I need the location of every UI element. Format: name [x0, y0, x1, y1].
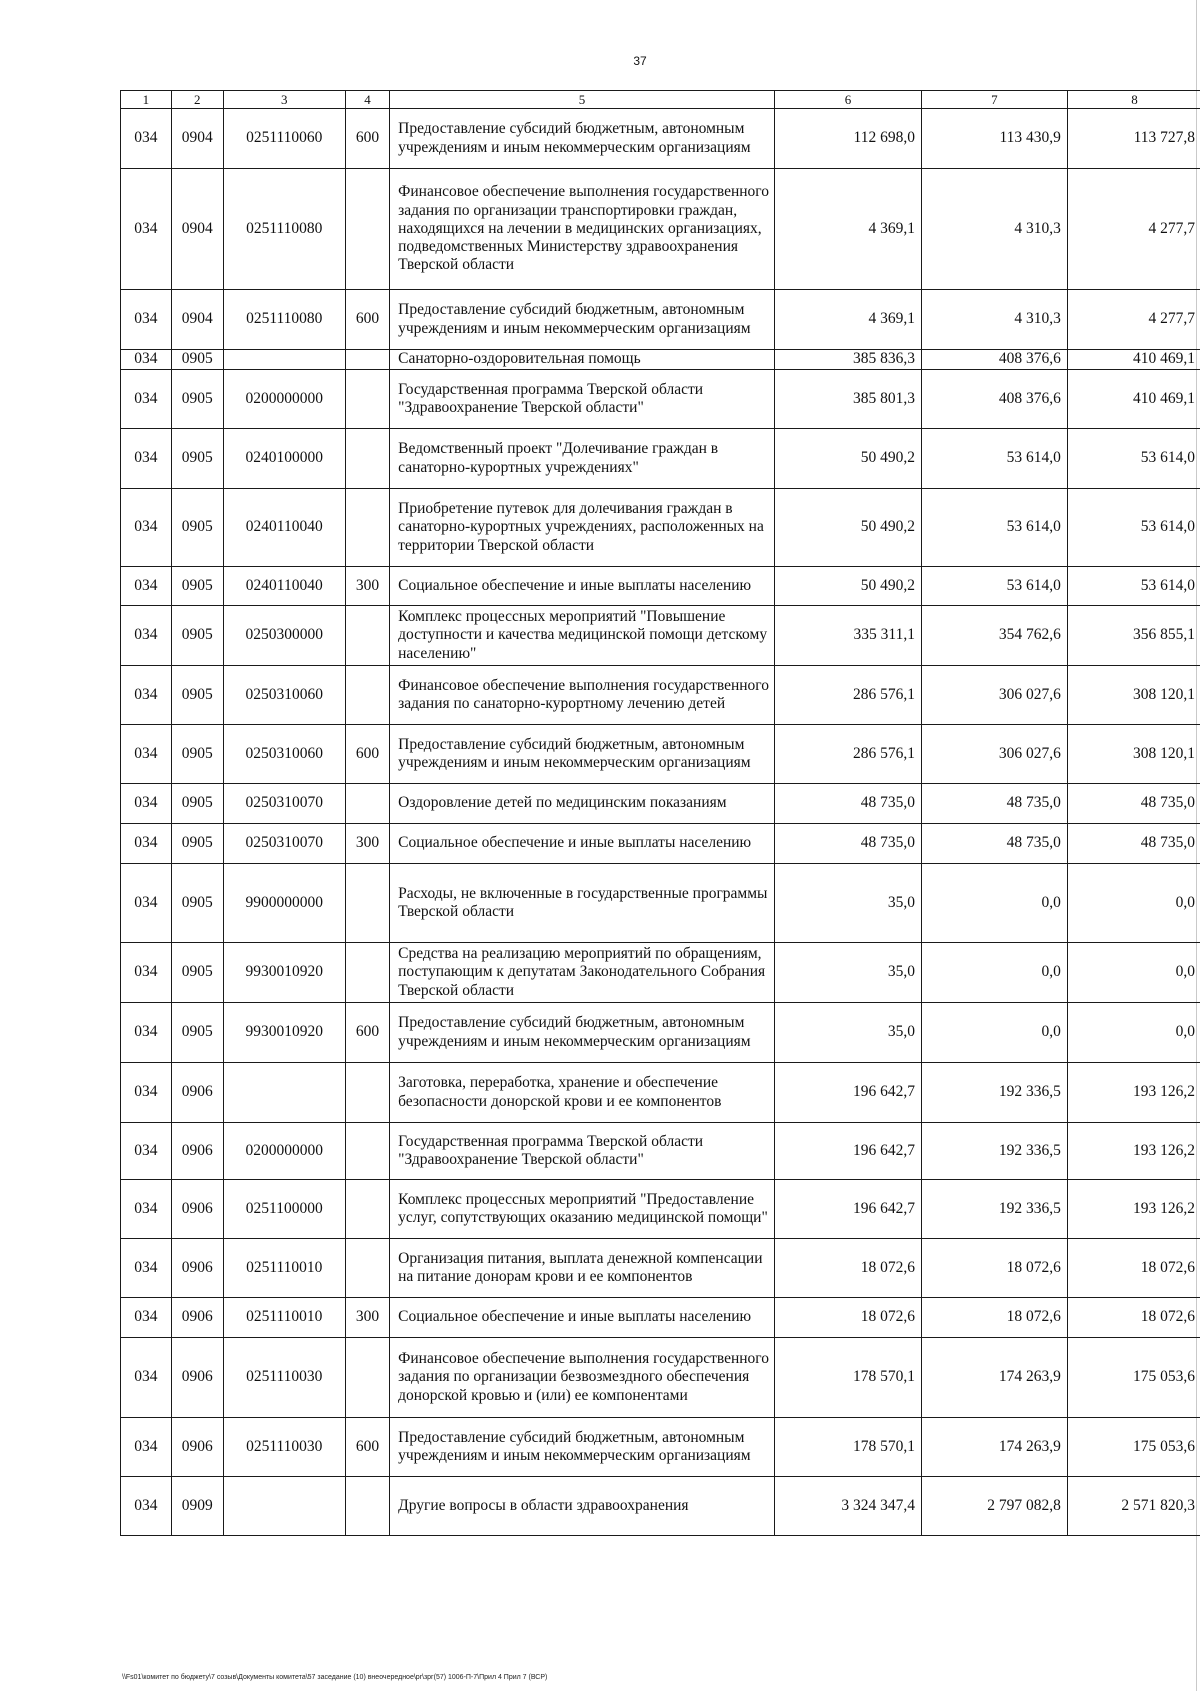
budget-admin-code: 034 — [121, 1123, 172, 1180]
amount-year-3: 48 735,0 — [1067, 784, 1200, 824]
expense-type-code — [345, 1063, 389, 1123]
section-code: 0905 — [171, 370, 223, 429]
section-code: 0906 — [171, 1338, 223, 1418]
item-name: Организация питания, выплата денежной компенсации на питание донорам крови и ее компонентов — [390, 1239, 775, 1298]
target-article-code — [223, 1477, 345, 1536]
amount-year-2: 174 263,9 — [921, 1418, 1067, 1477]
item-name: Предоставление субсидий бюджетным, автономным учреждениям и иным некоммерческим организациям — [390, 290, 775, 350]
budget-admin-code: 034 — [121, 1418, 172, 1477]
target-article-code: 0251110030 — [223, 1338, 345, 1418]
expense-type-code — [345, 489, 389, 567]
column-header: 8 — [1067, 91, 1200, 109]
expense-type-code — [345, 943, 389, 1003]
amount-year-2: 4 310,3 — [921, 169, 1067, 290]
section-code: 0905 — [171, 350, 223, 370]
expense-type-code — [345, 864, 389, 943]
item-name: Предоставление субсидий бюджетным, автономным учреждениям и иным некоммерческим организациям — [390, 1003, 775, 1063]
item-name: Другие вопросы в области здравоохранения — [390, 1477, 775, 1536]
target-article-code: 0250310070 — [223, 824, 345, 864]
budget-admin-code: 034 — [121, 1063, 172, 1123]
budget-admin-code: 034 — [121, 1298, 172, 1338]
amount-year-3: 18 072,6 — [1067, 1298, 1200, 1338]
expense-type-code: 300 — [345, 567, 389, 606]
table-row — [121, 1123, 1200, 1180]
amount-year-3: 356 855,1 — [1067, 606, 1200, 666]
budget-admin-code: 034 — [121, 370, 172, 429]
amount-year-3: 53 614,0 — [1067, 429, 1200, 489]
column-header: 6 — [774, 91, 921, 109]
target-article-code: 0251110010 — [223, 1239, 345, 1298]
item-name: Приобретение путевок для долечивания граждан в санаторно-курортных учреждениях, расположенных на территории Тверской области — [390, 489, 775, 567]
amount-year-1: 286 576,1 — [774, 725, 921, 784]
column-header: 7 — [921, 91, 1067, 109]
amount-year-3: 410 469,1 — [1067, 370, 1200, 429]
amount-year-1: 18 072,6 — [774, 1298, 921, 1338]
amount-year-1: 35,0 — [774, 1003, 921, 1063]
amount-year-3: 4 277,7 — [1067, 290, 1200, 350]
column-header: 4 — [345, 91, 389, 109]
amount-year-2: 53 614,0 — [921, 489, 1067, 567]
table-row — [121, 567, 1200, 606]
item-name: Комплекс процессных мероприятий "Повышение доступности и качества медицинской помощи детскому населению" — [390, 606, 775, 666]
amount-year-1: 286 576,1 — [774, 666, 921, 725]
amount-year-1: 196 642,7 — [774, 1123, 921, 1180]
item-name: Социальное обеспечение и иные выплаты населению — [390, 824, 775, 864]
table-row — [121, 370, 1200, 429]
table-row — [121, 824, 1200, 864]
table-row — [121, 1298, 1200, 1338]
amount-year-2: 0,0 — [921, 943, 1067, 1003]
item-name: Санаторно-оздоровительная помощь — [390, 350, 775, 370]
amount-year-2: 192 336,5 — [921, 1123, 1067, 1180]
amount-year-3: 0,0 — [1067, 864, 1200, 943]
amount-year-1: 48 735,0 — [774, 784, 921, 824]
target-article-code: 0250310060 — [223, 725, 345, 784]
amount-year-3: 113 727,8 — [1067, 109, 1200, 169]
section-code: 0904 — [171, 109, 223, 169]
target-article-code — [223, 350, 345, 370]
table-row — [121, 429, 1200, 489]
amount-year-2: 192 336,5 — [921, 1063, 1067, 1123]
target-article-code: 0251110080 — [223, 169, 345, 290]
section-code: 0905 — [171, 824, 223, 864]
amount-year-1: 196 642,7 — [774, 1063, 921, 1123]
expense-type-code: 600 — [345, 109, 389, 169]
amount-year-3: 193 126,2 — [1067, 1063, 1200, 1123]
item-name: Предоставление субсидий бюджетным, автономным учреждениям и иным некоммерческим организациям — [390, 1418, 775, 1477]
table-row — [121, 169, 1200, 290]
amount-year-1: 385 836,3 — [774, 350, 921, 370]
amount-year-3: 175 053,6 — [1067, 1338, 1200, 1418]
section-code: 0905 — [171, 489, 223, 567]
target-article-code: 0250310070 — [223, 784, 345, 824]
amount-year-2: 113 430,9 — [921, 109, 1067, 169]
budget-admin-code: 034 — [121, 606, 172, 666]
budget-admin-code: 034 — [121, 824, 172, 864]
budget-table — [120, 90, 1200, 1536]
expense-type-code — [345, 169, 389, 290]
section-code: 0906 — [171, 1418, 223, 1477]
table-row — [121, 1338, 1200, 1418]
table-body — [121, 109, 1200, 1536]
amount-year-1: 4 369,1 — [774, 169, 921, 290]
budget-admin-code: 034 — [121, 784, 172, 824]
section-code: 0906 — [171, 1298, 223, 1338]
expense-type-code: 300 — [345, 1298, 389, 1338]
table-row — [121, 350, 1200, 370]
target-article-code: 0251110060 — [223, 109, 345, 169]
section-code: 0906 — [171, 1063, 223, 1123]
section-code: 0904 — [171, 169, 223, 290]
amount-year-3: 308 120,1 — [1067, 666, 1200, 725]
target-article-code: 0240100000 — [223, 429, 345, 489]
amount-year-3: 308 120,1 — [1067, 725, 1200, 784]
amount-year-1: 50 490,2 — [774, 567, 921, 606]
expense-type-code — [345, 350, 389, 370]
table-row — [121, 666, 1200, 725]
target-article-code — [223, 1063, 345, 1123]
amount-year-2: 18 072,6 — [921, 1239, 1067, 1298]
item-name: Средства на реализацию мероприятий по обращениям, поступающим к депутатам Законодательного Собрания Тверской области — [390, 943, 775, 1003]
amount-year-3: 175 053,6 — [1067, 1418, 1200, 1477]
item-name: Социальное обеспечение и иные выплаты населению — [390, 1298, 775, 1338]
amount-year-1: 112 698,0 — [774, 109, 921, 169]
table-row — [121, 1239, 1200, 1298]
expense-type-code — [345, 666, 389, 725]
page-number: 37 — [633, 54, 647, 68]
expense-type-code: 600 — [345, 1418, 389, 1477]
item-name: Заготовка, переработка, хранение и обеспечение безопасности донорской крови и ее компонентов — [390, 1063, 775, 1123]
target-article-code: 0251110010 — [223, 1298, 345, 1338]
column-header: 1 — [121, 91, 172, 109]
expense-type-code — [345, 1477, 389, 1536]
amount-year-1: 18 072,6 — [774, 1239, 921, 1298]
amount-year-1: 3 324 347,4 — [774, 1477, 921, 1536]
amount-year-1: 196 642,7 — [774, 1180, 921, 1239]
item-name: Социальное обеспечение и иные выплаты населению — [390, 567, 775, 606]
section-code: 0906 — [171, 1123, 223, 1180]
amount-year-3: 53 614,0 — [1067, 489, 1200, 567]
target-article-code: 0251110080 — [223, 290, 345, 350]
amount-year-3: 193 126,2 — [1067, 1123, 1200, 1180]
amount-year-2: 18 072,6 — [921, 1298, 1067, 1338]
section-code: 0904 — [171, 290, 223, 350]
section-code: 0905 — [171, 606, 223, 666]
amount-year-1: 50 490,2 — [774, 429, 921, 489]
target-article-code: 0251100000 — [223, 1180, 345, 1239]
amount-year-2: 2 797 082,8 — [921, 1477, 1067, 1536]
amount-year-2: 408 376,6 — [921, 350, 1067, 370]
expense-type-code — [345, 784, 389, 824]
budget-admin-code: 034 — [121, 666, 172, 725]
table-row — [121, 943, 1200, 1003]
target-article-code: 0240110040 — [223, 567, 345, 606]
table-row — [121, 290, 1200, 350]
table-row — [121, 1063, 1200, 1123]
expense-type-code — [345, 606, 389, 666]
budget-admin-code: 034 — [121, 725, 172, 784]
amount-year-2: 53 614,0 — [921, 567, 1067, 606]
amount-year-1: 385 801,3 — [774, 370, 921, 429]
section-code: 0905 — [171, 864, 223, 943]
expense-type-code — [345, 1180, 389, 1239]
target-article-code: 0240110040 — [223, 489, 345, 567]
section-code: 0905 — [171, 725, 223, 784]
amount-year-2: 4 310,3 — [921, 290, 1067, 350]
expense-type-code — [345, 429, 389, 489]
amount-year-2: 53 614,0 — [921, 429, 1067, 489]
amount-year-3: 0,0 — [1067, 1003, 1200, 1063]
amount-year-2: 192 336,5 — [921, 1180, 1067, 1239]
amount-year-2: 0,0 — [921, 864, 1067, 943]
table-row — [121, 725, 1200, 784]
amount-year-2: 306 027,6 — [921, 725, 1067, 784]
footer-file-path: \\Fs01\комитет по бюджету\7 созыв\Документы комитета\57 заседание (10) внеочередное\pr\зрг(57) 1006-П-7\Прил 4 Прил 7 (ВСР) — [122, 1674, 548, 1681]
section-code: 0906 — [171, 1239, 223, 1298]
expense-type-code: 300 — [345, 824, 389, 864]
amount-year-3: 2 571 820,3 — [1067, 1477, 1200, 1536]
column-header: 2 — [171, 91, 223, 109]
table-row — [121, 1418, 1200, 1477]
column-header: 3 — [223, 91, 345, 109]
amount-year-3: 193 126,2 — [1067, 1180, 1200, 1239]
table-row — [121, 489, 1200, 567]
budget-admin-code: 034 — [121, 109, 172, 169]
expense-type-code: 600 — [345, 290, 389, 350]
item-name: Государственная программа Тверской области "Здравоохранение Тверской области" — [390, 1123, 775, 1180]
amount-year-3: 0,0 — [1067, 943, 1200, 1003]
expense-type-code — [345, 1338, 389, 1418]
amount-year-3: 18 072,6 — [1067, 1239, 1200, 1298]
target-article-code: 0200000000 — [223, 1123, 345, 1180]
amount-year-2: 48 735,0 — [921, 824, 1067, 864]
target-article-code: 9930010920 — [223, 1003, 345, 1063]
item-name: Комплекс процессных мероприятий "Предоставление услуг, сопутствующих оказанию медицинской помощи" — [390, 1180, 775, 1239]
amount-year-3: 4 277,7 — [1067, 169, 1200, 290]
table-row — [121, 864, 1200, 943]
section-code: 0905 — [171, 666, 223, 725]
amount-year-1: 178 570,1 — [774, 1418, 921, 1477]
table-row — [121, 784, 1200, 824]
amount-year-3: 48 735,0 — [1067, 824, 1200, 864]
budget-admin-code: 034 — [121, 1239, 172, 1298]
table-header-row — [121, 91, 1200, 109]
budget-admin-code: 034 — [121, 1477, 172, 1536]
budget-admin-code: 034 — [121, 169, 172, 290]
column-header: 5 — [390, 91, 775, 109]
amount-year-1: 335 311,1 — [774, 606, 921, 666]
budget-admin-code: 034 — [121, 489, 172, 567]
target-article-code: 0250310060 — [223, 666, 345, 725]
amount-year-1: 4 369,1 — [774, 290, 921, 350]
section-code: 0905 — [171, 943, 223, 1003]
budget-admin-code: 034 — [121, 943, 172, 1003]
item-name: Оздоровление детей по медицинским показаниям — [390, 784, 775, 824]
table-row — [121, 1477, 1200, 1536]
item-name: Финансовое обеспечение выполнения государственного задания по организации транспортировки граждан, находящихся на лечении в медицинских организациях, подведомственных Министерству здравоохранения Тверской области — [390, 169, 775, 290]
section-code: 0905 — [171, 429, 223, 489]
item-name: Предоставление субсидий бюджетным, автономным учреждениям и иным некоммерческим организациям — [390, 109, 775, 169]
budget-admin-code: 034 — [121, 1180, 172, 1239]
amount-year-3: 410 469,1 — [1067, 350, 1200, 370]
budget-admin-code: 034 — [121, 350, 172, 370]
section-code: 0905 — [171, 1003, 223, 1063]
expense-type-code — [345, 1239, 389, 1298]
budget-admin-code: 034 — [121, 864, 172, 943]
amount-year-1: 35,0 — [774, 864, 921, 943]
item-name: Государственная программа Тверской области "Здравоохранение Тверской области" — [390, 370, 775, 429]
item-name: Предоставление субсидий бюджетным, автономным учреждениям и иным некоммерческим организациям — [390, 725, 775, 784]
target-article-code: 0200000000 — [223, 370, 345, 429]
amount-year-2: 0,0 — [921, 1003, 1067, 1063]
section-code: 0905 — [171, 784, 223, 824]
target-article-code: 0250300000 — [223, 606, 345, 666]
amount-year-2: 354 762,6 — [921, 606, 1067, 666]
amount-year-2: 48 735,0 — [921, 784, 1067, 824]
item-name: Финансовое обеспечение выполнения государственного задания по организации безвозмездного обеспечения донорской кровью и (или) ее компонентами — [390, 1338, 775, 1418]
table-row — [121, 1180, 1200, 1239]
item-name: Расходы, не включенные в государственные программы Тверской области — [390, 864, 775, 943]
amount-year-2: 174 263,9 — [921, 1338, 1067, 1418]
budget-admin-code: 034 — [121, 429, 172, 489]
expense-type-code: 600 — [345, 1003, 389, 1063]
amount-year-3: 53 614,0 — [1067, 567, 1200, 606]
section-code: 0906 — [171, 1180, 223, 1239]
section-code: 0909 — [171, 1477, 223, 1536]
budget-admin-code: 034 — [121, 1338, 172, 1418]
item-name: Ведомственный проект "Долечивание граждан в санаторно-курортных учреждениях" — [390, 429, 775, 489]
target-article-code: 0251110030 — [223, 1418, 345, 1477]
budget-admin-code: 034 — [121, 567, 172, 606]
amount-year-1: 50 490,2 — [774, 489, 921, 567]
amount-year-1: 35,0 — [774, 943, 921, 1003]
expense-type-code — [345, 370, 389, 429]
item-name: Финансовое обеспечение выполнения государственного задания по санаторно-курортному лечению детей — [390, 666, 775, 725]
budget-admin-code: 034 — [121, 1003, 172, 1063]
target-article-code: 9930010920 — [223, 943, 345, 1003]
table-row — [121, 109, 1200, 169]
expense-type-code: 600 — [345, 725, 389, 784]
budget-admin-code: 034 — [121, 290, 172, 350]
expense-type-code — [345, 1123, 389, 1180]
amount-year-2: 306 027,6 — [921, 666, 1067, 725]
table-row — [121, 606, 1200, 666]
amount-year-1: 178 570,1 — [774, 1338, 921, 1418]
target-article-code: 9900000000 — [223, 864, 345, 943]
table-row — [121, 1003, 1200, 1063]
amount-year-2: 408 376,6 — [921, 370, 1067, 429]
amount-year-1: 48 735,0 — [774, 824, 921, 864]
section-code: 0905 — [171, 567, 223, 606]
